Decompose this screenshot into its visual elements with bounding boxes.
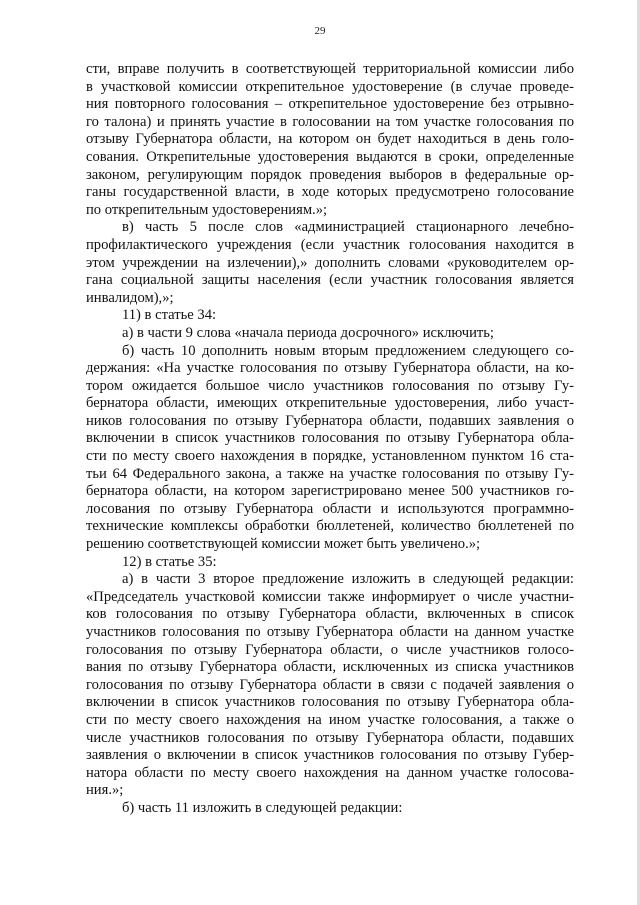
- text-line: ников голосования по отзыву Губернатора области, подавших заявления о: [86, 412, 574, 429]
- text-line: держания: «На участке голосования по отзыву Губернатора области, на ко-: [86, 360, 574, 377]
- text-line: сования. Открепительные удостоверения выдаются в сроки, определенные: [86, 148, 574, 165]
- text-line: гана социальной защиты населения (если участник голосования является: [86, 272, 574, 289]
- text-line: бернатора области, на котором зарегистрировано менее 500 участников го-: [86, 483, 574, 500]
- text-line: числе участников голосования по отзыву Губернатора области, подавших: [86, 729, 574, 746]
- text-line: «Председатель участковой комиссии также информирует о числе участни-: [86, 588, 574, 605]
- text-line: бернатора области, имеющих открепительные удостоверения, либо участ-: [86, 395, 574, 412]
- text-line: тором ожидается большое число участников голосования по отзыву Гу-: [86, 377, 574, 394]
- text-line: а) в части 3 второе предложение изложить в следующей редакции:: [122, 571, 574, 588]
- text-line: ганы государственной власти, в ходе которых предусмотрено голосование: [86, 184, 574, 201]
- text-line: 11) в статье 34:: [122, 307, 217, 324]
- text-line: отзыву Губернатора области, на котором он будет находиться в день голо-: [86, 131, 574, 148]
- text-line: участников голосования по отзыву Губернатора области на данном участке: [86, 624, 574, 640]
- text-line: ния.»;: [86, 782, 124, 799]
- text-line: инвалидом),»;: [86, 289, 174, 306]
- text-line: включении в список участников голосования по отзыву Губернатора обла-: [86, 430, 574, 447]
- text-line: лосования по отзыву Губернатора области и используются программно-: [86, 500, 574, 517]
- text-line: натора области по месту своего нахождения на данном участке голосова-: [86, 764, 574, 781]
- text-line: ков голосования по отзыву Губернатора области, включенных в список: [86, 606, 574, 623]
- text-line: заявления о включении в список участников голосования по отзыву Губер-: [86, 747, 574, 764]
- text-line: сти по месту своего нахождения на ином участке голосования, а также о: [86, 711, 574, 728]
- text-line: а) в части 9 слова «начала периода досрочного» исключить;: [122, 324, 494, 341]
- text-line: голосования по отзыву Губернатора области, о числе участников голосо-: [86, 641, 574, 658]
- text-line: вания по отзыву Губернатора области, исключенных из списка участников: [86, 659, 574, 676]
- text-line: тьи 64 Федерального закона, а также на участке голосования по отзыву Гу-: [86, 465, 574, 482]
- text-line: этом учреждении на излечении),» дополнить словами «руководителем ор-: [86, 254, 574, 271]
- text-line: голосования по отзыву Губернатора области в связи с подачей заявления о: [86, 676, 574, 693]
- text-line: включении в список участников голосования по отзыву Губернатора обла-: [86, 694, 574, 711]
- text-line: сти, вправе получить в соответствующей территориальной комиссии либо: [86, 61, 574, 77]
- text-line: технические комплексы обработки бюллетеней, количество бюллетеней по: [86, 518, 574, 535]
- text-line: решению соответствующей комиссии может быть увеличено.»;: [86, 536, 481, 553]
- text-line: в участковой комиссии открепительное удостоверение (в случае проведе-: [86, 78, 574, 95]
- text-line: сти по месту своего нахождения в порядке, установленном пунктом 16 ста-: [86, 448, 574, 465]
- text-line: профилактического учреждения (если участник голосования находится в: [86, 236, 574, 253]
- text-line: го талона) и принять участие в голосовании на том участке голосования по: [86, 113, 574, 130]
- text-line: б) часть 10 дополнить новым вторым предложением следующего со-: [122, 342, 574, 359]
- page-number: 29: [314, 25, 326, 37]
- text-line: б) часть 11 изложить в следующей редакции:: [122, 799, 403, 816]
- text-line: в) часть 5 после слов «администрацией стационарного лечебно-: [122, 219, 574, 236]
- text-line: 12) в статье 35:: [122, 553, 217, 570]
- text-line: ния повторного голосования – открепительное удостоверение без отрывно-: [86, 96, 574, 113]
- text-line: законом, регулирующим порядок проведения выборов в федеральные ор-: [86, 166, 574, 183]
- document-body: [86, 61, 574, 818]
- text-line: по открепительным удостоверениям.»;: [86, 201, 328, 218]
